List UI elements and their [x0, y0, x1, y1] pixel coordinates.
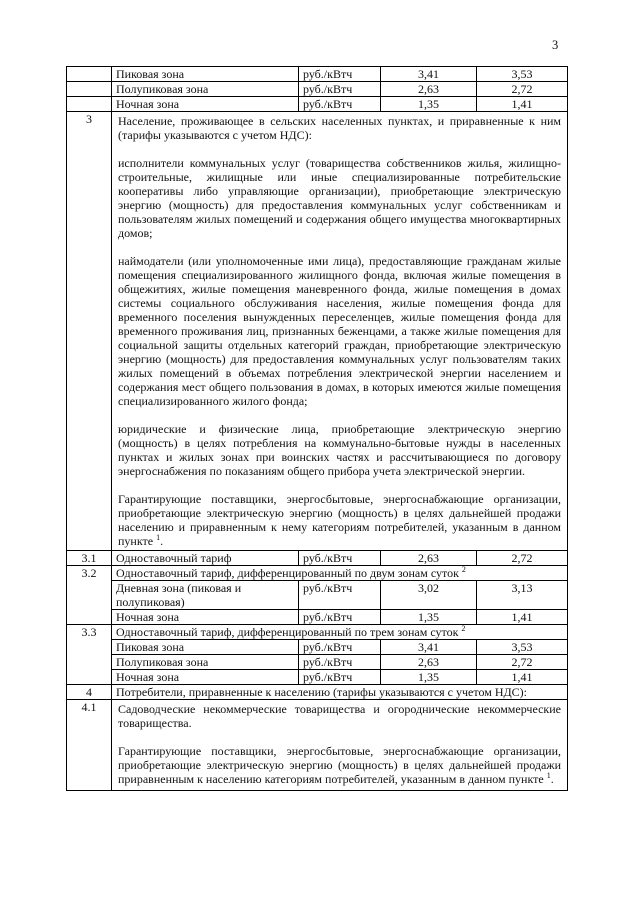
- table-row: [67, 640, 568, 655]
- table-row: [67, 581, 568, 610]
- zone-label: Пиковая зона: [112, 67, 299, 82]
- unit-cell: руб./кВтч: [299, 581, 381, 610]
- tariff-value-2: 3,53: [477, 640, 568, 655]
- row-number: 3.1: [67, 551, 112, 566]
- tariff-value-1: 2,63: [381, 82, 477, 97]
- unit-cell: руб./кВтч: [299, 551, 381, 566]
- section-3-row: [67, 112, 568, 551]
- tariff-value-2: 2,72: [477, 655, 568, 670]
- table-row: [67, 670, 568, 685]
- section-3-paragraph-4: Гарантирующие поставщики, энергосбытовые, энергоснабжающие организации, приобретающие электрическую энергию (мощность) в целях дальнейшей продажи населению и приравненным к нему категориям потребителей, указанным в данном пункте $^1$.: [118, 492, 561, 548]
- tariff-value-1: 3,41: [381, 640, 477, 655]
- tariff-table: [66, 66, 568, 791]
- row-number: 3.3: [67, 625, 112, 685]
- unit-cell: руб./кВтч: [299, 82, 381, 97]
- row-4-1-text: [112, 700, 568, 791]
- tariff-value-1: 1,35: [381, 670, 477, 685]
- row-number: 4: [67, 685, 112, 700]
- footnote-ref: 2: [461, 624, 466, 633]
- tariff-value-2: 3,13: [477, 581, 568, 610]
- zone-label: Ночная зона: [112, 610, 299, 625]
- row-number: 3.2: [67, 566, 112, 625]
- unit-cell: руб./кВтч: [299, 655, 381, 670]
- tariff-value-1: 2,63: [381, 655, 477, 670]
- unit-cell: руб./кВтч: [299, 640, 381, 655]
- tariff-value-1: 3,41: [381, 67, 477, 82]
- footnote-ref: 1: [156, 533, 161, 542]
- section-3-paragraph-3: юридические и физические лица, приобретающие электрическую энергию (мощность) в целях потребления на коммунально-бытовые нужды в населенных пунктах и жилых зонах при воинских частях и рассчитывающиеся по договору энергоснабжения по показаниям общего прибора учета электрической энергии.: [118, 422, 561, 478]
- row-3-3-title: Одноставочный тариф, дифференцированный по трем зонам суток $^2$: [112, 625, 568, 640]
- zone-label: Ночная зона: [112, 670, 299, 685]
- zone-label: Пиковая зона: [112, 640, 299, 655]
- row-4-1-paragraph-1: Садоводческие некоммерческие товарищества и огороднические некоммерческие товарищества.: [118, 702, 561, 730]
- tariff-value-1: 2,63: [381, 551, 477, 566]
- table-row: [67, 610, 568, 625]
- tariff-value-1: 1,35: [381, 610, 477, 625]
- table-row: [67, 655, 568, 670]
- tariff-value-1: 1,35: [381, 97, 477, 112]
- zone-label: Дневная зона (пиковая и полупиковая): [112, 581, 299, 610]
- unit-cell: руб./кВтч: [299, 610, 381, 625]
- page-number: 3: [552, 38, 559, 52]
- section-3-paragraph-1: исполнители коммунальных услуг (товарищества собственников жилья, жилищно-строительные, жилищные или иные специализированные потребительские кооперативы либо управляющие организации), приобретающие электрическую энергию (мощность) для предоставления коммунальных услуг собственникам и пользователям жилых помещений и содержания общего имущества многоквартирных домов;: [118, 156, 561, 240]
- row-3-1: [67, 551, 568, 566]
- tariff-value-2: 1,41: [477, 610, 568, 625]
- unit-cell: руб./кВтч: [299, 670, 381, 685]
- row-number: 3: [67, 112, 112, 551]
- tariff-value-1: 3,02: [381, 581, 477, 610]
- row-4-title: Потребители, приравненные к населению (тарифы указываются с учетом НДС):: [112, 685, 568, 700]
- tariff-value-2: 2,72: [477, 551, 568, 566]
- unit-cell: руб./кВтч: [299, 67, 381, 82]
- tariff-label: Одноставочный тариф: [112, 551, 299, 566]
- zone-label: Ночная зона: [112, 97, 299, 112]
- footnote-ref: 1: [546, 771, 551, 780]
- section-3-heading: Население, проживающее в сельских населенных пунктах, и приравненные к ним (тарифы указываются с учетом НДС):: [118, 114, 561, 142]
- section-3-paragraph-2: наймодатели (или уполномоченные ими лица), предоставляющие гражданам жилые помещения специализированного жилищного фонда, включая жилые помещения в общежитиях, жилые помещения маневренного фонда, жилые помещения в домах системы социального обслуживания населения, жилые помещения фонда для временного поселения вынужденных переселенцев, жилые помещения фонда для временного проживания лиц, признанных беженцами, а также жилые помещения для социальной защиты отдельных категорий граждан, приобретающие электрическую энергию (мощность) для предоставления коммунальных услуг пользователям таких жилых помещений в объемах потребления электрической энергии населением и содержания мест общего пользования в домах, в которых имеются жилые помещения специализированного жилого фонда;: [118, 254, 561, 408]
- footnote-ref: 2: [461, 565, 466, 574]
- row-3-2-heading: [67, 566, 568, 581]
- zone-label: Полупиковая зона: [112, 655, 299, 670]
- tariff-value-2: 3,53: [477, 67, 568, 82]
- tariff-value-2: 2,72: [477, 82, 568, 97]
- row-3-3-heading: [67, 625, 568, 640]
- section-3-text: [112, 112, 568, 551]
- table-row: [67, 97, 568, 112]
- row-4-1: [67, 700, 568, 791]
- row-4-1-paragraph-2: Гарантирующие поставщики, энергосбытовые, энергоснабжающие организации, приобретающие электрическую энергию (мощность) в целях дальнейшей продажи приравненным к населению категориям потребителей, указанным в данном пункте $^1$.: [118, 744, 561, 786]
- unit-cell: руб./кВтч: [299, 97, 381, 112]
- tariff-value-2: 1,41: [477, 670, 568, 685]
- tariff-value-2: 1,41: [477, 97, 568, 112]
- row-number: 4.1: [67, 700, 112, 791]
- table-row: [67, 82, 568, 97]
- row-4: [67, 685, 568, 700]
- row-3-2-title: Одноставочный тариф, дифференцированный по двум зонам суток $^2$: [112, 566, 568, 581]
- zone-label: Полупиковая зона: [112, 82, 299, 97]
- table-row: [67, 67, 568, 82]
